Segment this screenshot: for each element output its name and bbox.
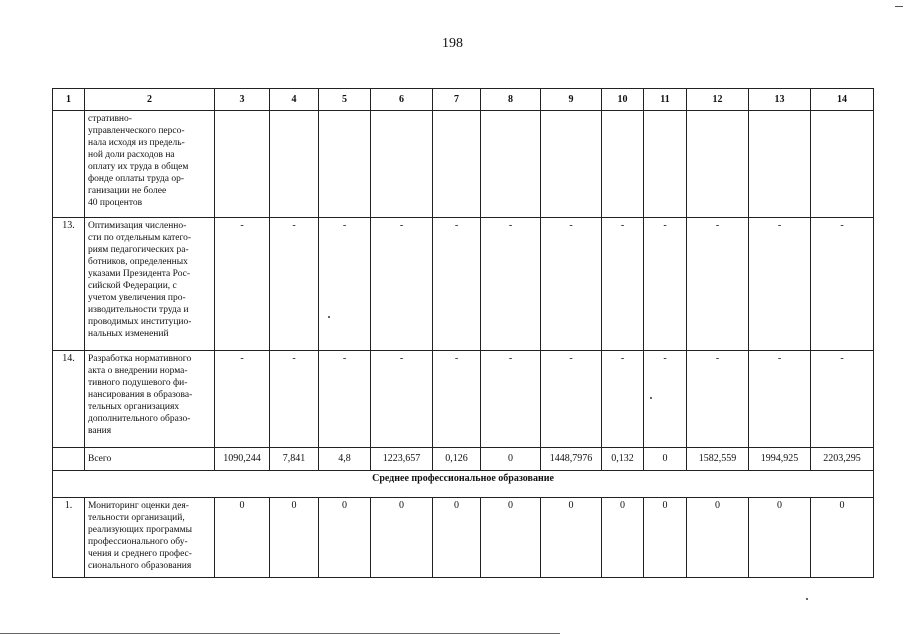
cell-col4: - (270, 218, 319, 351)
cell-col12: - (687, 351, 749, 448)
total-col12: 1582,559 (687, 448, 749, 471)
cell-col14: 0 (811, 498, 874, 578)
table-row (53, 351, 874, 448)
cell-col5: - (319, 351, 371, 448)
col-header-12: 12 (687, 89, 749, 111)
header-row (53, 89, 874, 111)
col-header-5: 5 (319, 89, 371, 111)
cell-col5 (319, 111, 371, 218)
budget-table (52, 88, 874, 578)
row-description: Оптимизация численно- сти по отдельным катего- риям педагогических ра- ботников, определенных указами Президента Рос- сийской Федерации, с учетом увеличения про- изводительности труда и проводимых институцио- нальных изменений (85, 218, 215, 351)
cell-col5: - (319, 218, 371, 351)
col-header-2: 2 (85, 89, 215, 111)
total-col6: 1223,657 (371, 448, 433, 471)
cell-col12: - (687, 218, 749, 351)
cell-col7: - (433, 351, 481, 448)
cell-col11: - (644, 218, 687, 351)
cell-col8: - (481, 351, 541, 448)
cell-col9: 0 (541, 498, 602, 578)
row-number: 13. (53, 218, 85, 351)
total-col11: 0 (644, 448, 687, 471)
total-col8: 0 (481, 448, 541, 471)
col-header-13: 13 (749, 89, 811, 111)
total-col14: 2203,295 (811, 448, 874, 471)
cell-col11: 0 (644, 498, 687, 578)
cell-col6: 0 (371, 498, 433, 578)
cell-col8: - (481, 218, 541, 351)
cell-col8: 0 (481, 498, 541, 578)
cell-col14: - (811, 351, 874, 448)
table-row (53, 218, 874, 351)
row-number (53, 111, 85, 218)
cell-col6: - (371, 218, 433, 351)
col-header-10: 10 (602, 89, 644, 111)
cell-col8 (481, 111, 541, 218)
cell-col9: - (541, 351, 602, 448)
cell-col13: - (749, 351, 811, 448)
cell-col4 (270, 111, 319, 218)
total-col10: 0,132 (602, 448, 644, 471)
cell-col4: - (270, 351, 319, 448)
col-header-6: 6 (371, 89, 433, 111)
scan-speck (328, 316, 330, 318)
table-row (53, 111, 874, 218)
cell-col14: - (811, 218, 874, 351)
cell-col9: - (541, 218, 602, 351)
cell-col11 (644, 111, 687, 218)
total-col3: 1090,244 (215, 448, 270, 471)
section-title: Среднее профессиональное образование (53, 471, 874, 498)
cell-col6 (371, 111, 433, 218)
section-row (53, 471, 874, 498)
total-label: Всего (85, 448, 215, 471)
cell-col5: 0 (319, 498, 371, 578)
total-col4: 7,841 (270, 448, 319, 471)
cell-col3 (215, 111, 270, 218)
col-header-8: 8 (481, 89, 541, 111)
cell-col7: 0 (433, 498, 481, 578)
table-row (53, 498, 874, 578)
cell-col10 (602, 111, 644, 218)
cell-col10: - (602, 351, 644, 448)
cell-col6: - (371, 351, 433, 448)
page-number: 198 (442, 36, 463, 51)
cell-col14 (811, 111, 874, 218)
col-header-1: 1 (53, 89, 85, 111)
cell-col4: 0 (270, 498, 319, 578)
cell-col11: - (644, 351, 687, 448)
cell-col13: - (749, 218, 811, 351)
scan-speck (650, 397, 652, 399)
cell-col12: 0 (687, 498, 749, 578)
col-header-3: 3 (215, 89, 270, 111)
row-description: Разработка нормативного акта о внедрении норма- тивного подушевого фи- нансирования в образова- тельных организациях дополнительного образо- вания (85, 351, 215, 448)
row-number: 1. (53, 498, 85, 578)
total-col9: 1448,7976 (541, 448, 602, 471)
scan-speck (806, 598, 808, 600)
cell-col7 (433, 111, 481, 218)
col-header-4: 4 (270, 89, 319, 111)
row-description: Мониторинг оценки дея- тельности организаций, реализующих программы профессионального обу- чения и среднего профес- сионального образования (85, 498, 215, 578)
corner-mark (895, 6, 903, 7)
cell-col13: 0 (749, 498, 811, 578)
cell-col3: - (215, 218, 270, 351)
row-description: стративно- управленческого персо- нала исходя из предель- ной доли расходов на оплату их труда в общем фонде оплаты труда ор- ганизации не более 40 процентов (85, 111, 215, 218)
col-header-9: 9 (541, 89, 602, 111)
total-row (53, 448, 874, 471)
cell-col9 (541, 111, 602, 218)
total-number (53, 448, 85, 471)
col-header-11: 11 (644, 89, 687, 111)
row-number: 14. (53, 351, 85, 448)
cell-col10: 0 (602, 498, 644, 578)
col-header-14: 14 (811, 89, 874, 111)
total-col13: 1994,925 (749, 448, 811, 471)
total-col5: 4,8 (319, 448, 371, 471)
cell-col12 (687, 111, 749, 218)
cell-col3: - (215, 351, 270, 448)
cell-col7: - (433, 218, 481, 351)
cell-col13 (749, 111, 811, 218)
bottom-rule (0, 633, 560, 634)
col-header-7: 7 (433, 89, 481, 111)
total-col7: 0,126 (433, 448, 481, 471)
cell-col3: 0 (215, 498, 270, 578)
cell-col10: - (602, 218, 644, 351)
